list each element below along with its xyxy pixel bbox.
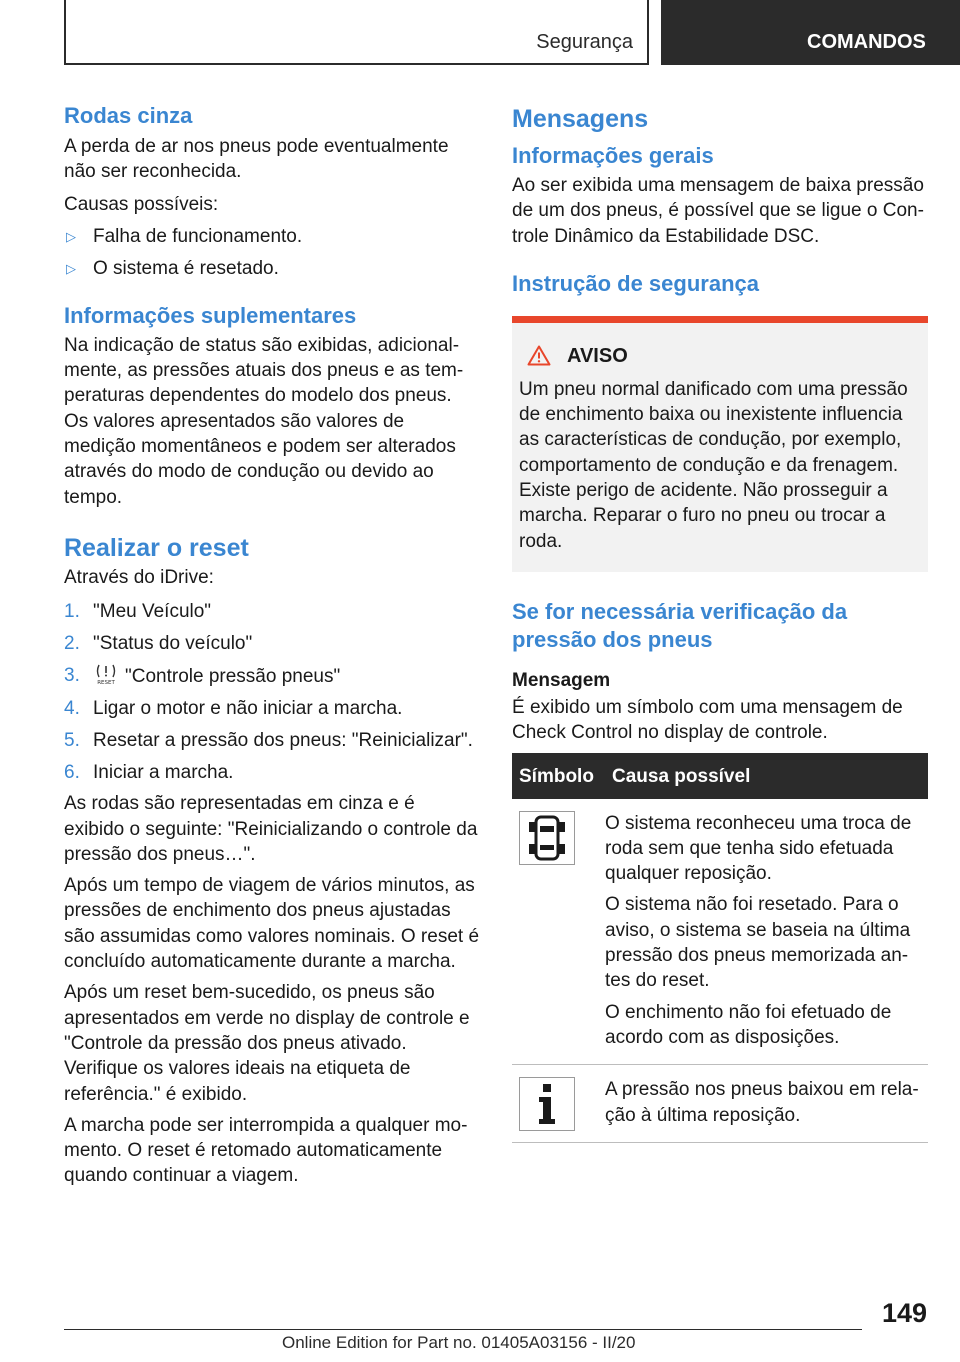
paragraph: A marcha pode ser interrompida a qualquer momento. O reset é retomado automaticamente quando continuar a viagem. (64, 1114, 468, 1187)
info-gerais-text: Ao ser exibida uma mensagem de baixa pressão de um dos pneus, é possível que se ligue o Controle Dinâmico da Estabilidade DSC. (512, 175, 924, 247)
table-row (512, 1065, 928, 1143)
footer-divider (64, 1329, 862, 1330)
column-header-cause: Causa possível (605, 753, 928, 799)
warning-box (512, 316, 928, 572)
paragraph: Após um tempo de viagem de vários minutos, as pressões de enchimento dos pneus ajustadas são assumidas como valores nominais. O reset é concluído automaticamente durante a marcha. (64, 875, 480, 973)
heading-verificacao: Se for necessária verificação da pressão dos pneus (512, 598, 848, 652)
rodas-cinza-text: A perda de ar nos pneus pode eventualmente não ser reconhecida. (64, 136, 449, 183)
heading-realizar-reset: Realizar o reset (64, 533, 249, 562)
tire-pressure-reset-icon (93, 663, 119, 685)
paragraph: Após um reset bem-sucedido, os pneus são apresentados em verde no display de controle e "Controle da pressão dos pneus ativado. Verifique os valores ideais na etiqueta de referência." é exibido. (64, 982, 470, 1105)
triangle-bullet-icon: ▷ (66, 260, 76, 276)
symbol-table (512, 753, 928, 1143)
paragraph: As rodas são representadas em cinza e é exibido o seguinte: "Reinicializando o controle da pressão dos pneus…". (64, 793, 478, 865)
mensagem-text: É exibido um símbolo com uma mensagem de Check Control no display de controle. (512, 696, 903, 744)
svg-text:RESET: RESET (97, 680, 115, 686)
table-cell-symbol (512, 799, 605, 1065)
warning-title: AVISO (519, 343, 921, 369)
mensagem-label: Mensagem (512, 669, 611, 691)
causas-label: Causas possíveis: (64, 193, 219, 215)
right-column (512, 100, 928, 1143)
header-chapter-box (661, 0, 960, 65)
reset-intro: Através do iDrive: (64, 566, 214, 588)
list-item: 5. Resetar a pressão dos pneus: "Reinicializar". (64, 730, 473, 752)
table-cell-cause: O sistema reconheceu uma troca de roda sem que tenha sido efetuada qualquer reposição. O sistema não foi resetado. Para o aviso, o sistema se baseia na última pressão dos pneus memorizada antes do reset. O enchimento não foi efetuado de acordo com as disposições. (605, 799, 928, 1065)
warning-text: Um pneu normal danificado com uma pressão de enchimento baixa ou inexistente influencia as características de condução, por exemplo, comportamento de condução e da frenagem. Existe perigo de acidente. Não prosseguir a marcha. Reparar o furo no pneu ou trocar a roda. (519, 378, 908, 552)
heading-instrucao-seguranca: Instrução de segurança (512, 270, 759, 296)
table-cell-symbol (512, 1065, 605, 1143)
section-title: Segurança (536, 31, 633, 53)
table-header-row (512, 753, 928, 799)
column-header-symbol: Símbolo (512, 753, 605, 799)
heading-mensagens: Mensagens (512, 105, 649, 133)
heading-info-gerais: Informações gerais (512, 143, 714, 168)
table-cell-cause: A pressão nos pneus baixou em relação à última reposição. (605, 1065, 928, 1143)
header-section-box (64, 0, 649, 65)
symbol-frame (519, 811, 575, 865)
list-item: 1. "Meu Veículo" (64, 601, 212, 623)
info-suplementares-text: Na indicação de status são exibidas, adicionalmente, as pressões atuais dos pneus e as temperaturas dependentes do modelo dos pneus. Os valores apresentados são valores de medição momentâneos e podem ser alterados através do modo de condução ou devido ao tempo. (64, 334, 464, 508)
list-item: 2. "Status do veículo" (64, 633, 253, 655)
table-row (512, 799, 928, 1065)
car-tire-pressure-icon (527, 814, 567, 862)
triangle-bullet-icon: ▷ (66, 228, 76, 244)
info-icon (532, 1082, 562, 1126)
symbol-frame (519, 1077, 575, 1131)
left-column (64, 100, 479, 1189)
list-item: ▷ Falha de funcionamento. (66, 225, 303, 247)
page-number: 149 (882, 1298, 928, 1328)
list-item: 6. Iniciar a marcha. (64, 762, 234, 784)
heading-info-suplementares: Informações suplementares (64, 302, 357, 328)
chapter-title: COMANDOS (807, 31, 926, 53)
list-item: ▷ O sistema é resetado. (66, 257, 279, 279)
list-item: 3. RESET "Controle pressão pneus" (64, 665, 341, 688)
heading-rodas-cinza: Rodas cinza (64, 103, 193, 128)
footer-edition: Online Edition for Part no. 01405A03156 - II/20 (282, 1333, 636, 1352)
list-item: 4. Ligar o motor e não iniciar a marcha. (64, 698, 403, 720)
warning-triangle-icon (527, 345, 551, 366)
